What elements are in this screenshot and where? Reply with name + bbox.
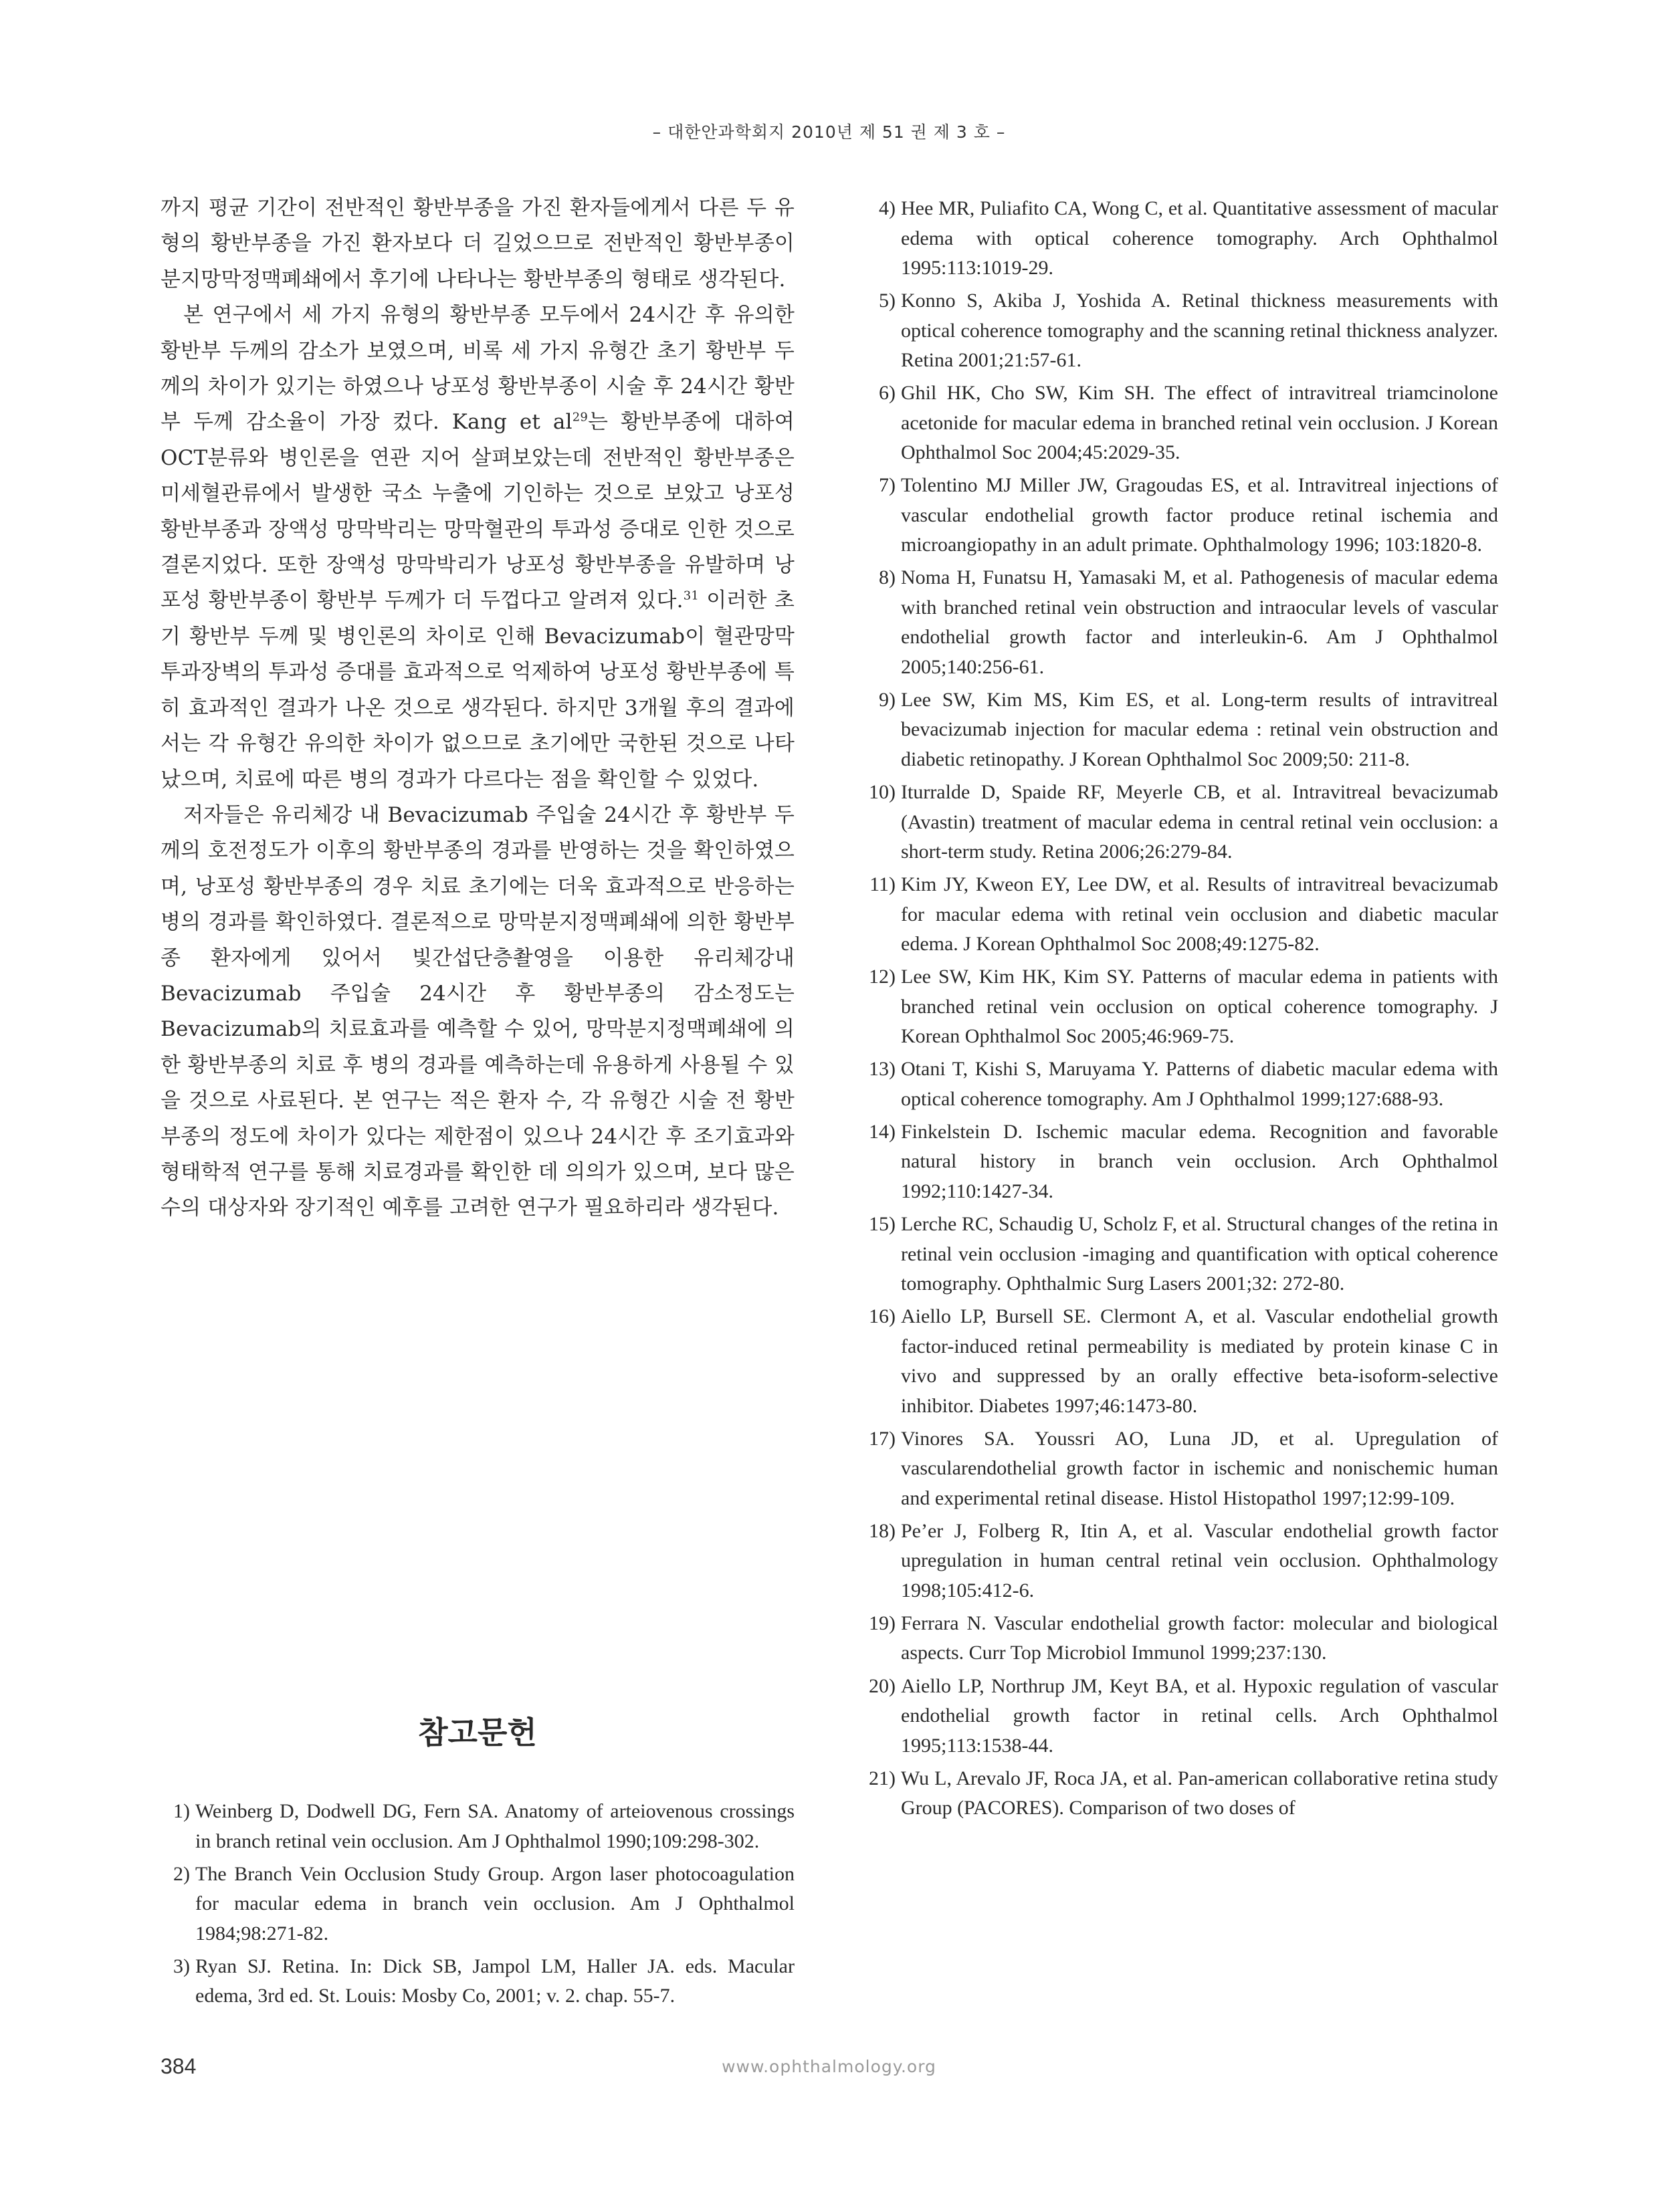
reference-text: Aiello LP, Northrup JM, Keyt BA, et al. Hypoxic regulation of vascular endothelial growth factor in retinal cells. Arch Ophthalmol 1995;113:1538-44. bbox=[901, 1674, 1498, 1757]
reference-item bbox=[866, 1055, 1498, 1114]
reference-text: Finkelstein D. Ischemic macular edema. Recognition and favorable natural history in branch vein occlusion. Arch Ophthalmol 1992;110:1427-34. bbox=[901, 1120, 1498, 1202]
reference-item bbox=[866, 685, 1498, 775]
reference-number: 4) bbox=[879, 197, 896, 219]
references-heading: 참고문헌 bbox=[418, 1715, 537, 1751]
reference-number: 20) bbox=[869, 1674, 896, 1697]
reference-text: Otani T, Kishi S, Maruyama Y. Patterns of diabetic macular edema with optical coherence tomography. Am J Ophthalmol 1999;127:688-93. bbox=[901, 1058, 1498, 1110]
reference-text: Weinberg D, Dodwell DG, Fern SA. Anatomy of arteiovenous crossings in branch retinal vein occlusion. Am J Ophthalmol 1990;109:298-302. bbox=[195, 1800, 795, 1852]
reference-text: Tolentino MJ Miller JW, Gragoudas ES, et al. Intravitreal injections of vascular endothelial growth factor produce retinal ischemia and microangiopathy in an adult primate. Ophthalmology 1996; 103:1820-8. bbox=[901, 474, 1498, 556]
reference-item bbox=[161, 1860, 795, 1949]
body-paragraph bbox=[161, 298, 795, 798]
reference-number: 21) bbox=[869, 1767, 896, 1789]
reference-item bbox=[866, 563, 1498, 682]
reference-item bbox=[866, 1117, 1498, 1207]
reference-list-right bbox=[866, 194, 1498, 1826]
citation-superscript: 31 bbox=[683, 589, 700, 604]
reference-item bbox=[866, 194, 1498, 284]
reference-item bbox=[866, 1672, 1498, 1761]
reference-text: Lerche RC, Schaudig U, Scholz F, et al. Structural changes of the retina in retinal vein occlusion -imaging and quantification with optical coherence tomography. Ophthalmic Surg Lasers 2001;32: 272-80. bbox=[901, 1213, 1498, 1295]
reference-text: Hee MR, Puliafito CA, Wong C, et al. Quantitative assessment of macular edema with optical coherence tomography. Arch Ophthalmol 1995:113:1019-29. bbox=[901, 197, 1498, 279]
citation-superscript: 29 bbox=[572, 411, 589, 425]
reference-item bbox=[866, 1210, 1498, 1299]
reference-item bbox=[866, 1302, 1498, 1421]
reference-item bbox=[866, 471, 1498, 560]
reference-number: 3) bbox=[173, 1955, 190, 1977]
reference-item bbox=[866, 1764, 1498, 1823]
reference-item bbox=[866, 286, 1498, 376]
page-number: 384 bbox=[161, 2054, 197, 2078]
reference-number: 15) bbox=[869, 1213, 896, 1236]
reference-number: 6) bbox=[879, 382, 896, 405]
reference-text: Wu L, Arevalo JF, Roca JA, et al. Pan-american collaborative retina study Group (PACORES). Comparison of two doses of bbox=[901, 1767, 1498, 1819]
reference-text: Pe’er J, Folberg R, Itin A, et al. Vascular endothelial growth factor upregulation in human central retinal vein occlusion. Ophthalmology 1998;105:412-6. bbox=[901, 1519, 1498, 1601]
reference-item bbox=[866, 962, 1498, 1052]
reference-item bbox=[866, 778, 1498, 867]
reference-list-left bbox=[161, 1797, 795, 2014]
reference-number: 12) bbox=[869, 966, 896, 988]
reference-text: The Branch Vein Occlusion Study Group. Argon laser photocoagulation for macular edema in branch vein occlusion. Am J Ophthalmol 1984;98:271-82. bbox=[195, 1862, 795, 1945]
paragraph-text: 는 황반부종에 대하여 OCT분류와 병인론을 연관 지어 살펴보았는데 전반적인 황반부종은 미세혈관류에서 발생한 국소 누출에 기인하는 것으로 보았고 낭포성 황반부종과 장액성 망막박리는 망막혈관의 투과성 증대로 인한 것으로 결론지었다. 또한 장액성 망막박리가 낭포성 황반부종을 유발하며 낭포성 황반부종이 황반부 두께가 더 두껍다고 알려져 있다. bbox=[161, 410, 795, 613]
paragraph-text: 이러한 초기 황반부 두께 및 병인론의 차이로 인해 Bevacizumab이 혈관망막투과장벽의 투과성 증대를 효과적으로 억제하여 낭포성 황반부종에 특히 효과적인 결과가 나온 것으로 생각된다. 하지만 3개월 후의 결과에서는 각 유형간 유의한 차이가 없으므로 초기에만 국한된 것으로 나타났으며, 치료에 따른 병의 경과가 다르다는 점을 확인할 수 있었다. bbox=[161, 588, 795, 792]
reference-item bbox=[161, 1952, 795, 2011]
reference-text: Ryan SJ. Retina. In: Dick SB, Jampol LM, Haller JA. eds. Macular edema, 3rd ed. St. Louis: Mosby Co, 2001; v. 2. chap. 55-7. bbox=[195, 1955, 795, 2007]
body-text-column bbox=[161, 191, 795, 1226]
reference-number: 14) bbox=[869, 1120, 896, 1143]
reference-text: Ghil HK, Cho SW, Kim SH. The effect of intravitreal triamcinolone acetonide for macular edema in branched retinal vein occlusion. J Korean Ophthalmol Soc 2004;45:2029-35. bbox=[901, 382, 1498, 464]
reference-number: 19) bbox=[869, 1612, 896, 1634]
reference-number: 5) bbox=[879, 290, 896, 312]
reference-number: 2) bbox=[173, 1862, 190, 1885]
body-paragraph: 저자들은 유리체강 내 Bevacizumab 주입술 24시간 후 황반부 두께의 호전정도가 이후의 황반부종의 경과를 반영하는 것을 확인하였으며, 낭포성 황반부종의 경우 치료 초기에는 더욱 효과적으로 반응하는 병의 경과를 확인하였다. 결론적으로 망막분지정맥폐쇄에 의한 황반부종 환자에게 있어서 빛간섭단층촬영을 이용한 유리체강내 Bevacizumab 주입술 24시간 후 황반부종의 감소정도는 Bevacizumab의 치료효과를 예측할 수 있어, 망막분지정맥폐쇄에 의한 황반부종의 치료 후 병의 경과를 예측하는데 유용하게 사용될 수 있을 것으로 사료된다. 본 연구는 적은 환자 수, 각 유형간 시술 전 황반부종의 정도에 차이가 있다는 제한점이 있으나 24시간 후 조기효과와 형태학적 연구를 통해 치료경과를 확인한 데 의의가 있으며, 보다 많은 수의 대상자와 장기적인 예후를 고려한 연구가 필요하리라 생각된다. bbox=[161, 802, 795, 1220]
reference-text: Noma H, Funatsu H, Yamasaki M, et al. Pathogenesis of macular edema with branched retinal vein obstruction and intraocular levels of vascular endothelial growth factor and interleukin-6. Am J Ophthalmol 2005;140:256-61. bbox=[901, 566, 1498, 678]
reference-number: 9) bbox=[879, 688, 896, 711]
reference-item bbox=[866, 1609, 1498, 1668]
reference-number: 17) bbox=[869, 1427, 896, 1450]
reference-text: Aiello LP, Bursell SE. Clermont A, et al. Vascular endothelial growth factor-induced retinal permeability is mediated by protein kinase C in vivo and suppressed by an orally effective beta-isoform-selective inhibitor. Diabetes 1997;46:1473-80. bbox=[901, 1305, 1498, 1417]
reference-text: Konno S, Akiba J, Yoshida A. Retinal thickness measurements with optical coherence tomography and the scanning retinal thickness analyzer. Retina 2001;21:57-61. bbox=[901, 290, 1498, 372]
reference-number: 16) bbox=[869, 1305, 896, 1328]
reference-text: Iturralde D, Spaide RF, Meyerle CB, et al. Intravitreal bevacizumab (Avastin) treatment of macular edema in central retinal vein occlusion: a short-term study. Retina 2006;26:279-84. bbox=[901, 781, 1498, 863]
running-header: – 대한안과학회지 2010년 제 51 권 제 3 호 – bbox=[652, 122, 1006, 142]
paragraph-text: 본 연구에서 세 가지 유형의 황반부종 모두에서 24시간 후 유의한 황반부 두께의 감소가 보였으며, 비록 세 가지 유형간 초기 황반부 두께의 차이가 있기는 하였으나 낭포성 황반부종이 시술 후 24시간 황반부 두께 감소율이 가장 컸다. Kang et al bbox=[161, 303, 795, 435]
footer-url[interactable]: www.ophthalmology.org bbox=[722, 2057, 936, 2076]
reference-number: 11) bbox=[869, 873, 896, 896]
reference-text: Kim JY, Kweon EY, Lee DW, et al. Results of intravitreal bevacizumab for macular edema with retinal vein occlusion and diabetic macular edema. J Korean Ophthalmol Soc 2008;49:1275-82. bbox=[901, 873, 1498, 956]
reference-number: 8) bbox=[879, 566, 896, 589]
reference-item bbox=[866, 1424, 1498, 1514]
body-paragraph: 까지 평균 기간이 전반적인 황반부종을 가진 환자들에게서 다른 두 유형의 황반부종을 가진 환자보다 더 길었으므로 전반적인 황반부종이 분지망막정맥폐쇄에서 후기에 나타나는 황반부종의 형태로 생각된다. bbox=[161, 196, 795, 292]
reference-text: Ferrara N. Vascular endothelial growth factor: molecular and biological aspects. Curr Top Microbiol Immunol 1999;237:130. bbox=[901, 1612, 1498, 1664]
reference-text: Lee SW, Kim HK, Kim SY. Patterns of macular edema in patients with branched retinal vein occlusion on optical coherence tomography. J Korean Ophthalmol Soc 2005;46:969-75. bbox=[901, 966, 1498, 1048]
reference-number: 13) bbox=[869, 1058, 896, 1081]
reference-number: 10) bbox=[869, 781, 896, 804]
reference-text: Lee SW, Kim MS, Kim ES, et al. Long-term results of intravitreal bevacizumab injection for macular edema : retinal vein obstruction and diabetic retinopathy. J Korean Ophthalmol Soc 2009;50: 211-8. bbox=[901, 688, 1498, 770]
reference-item bbox=[866, 378, 1498, 468]
reference-item bbox=[866, 1517, 1498, 1606]
reference-item bbox=[161, 1797, 795, 1856]
reference-text: Vinores SA. Youssri AO, Luna JD, et al. Upregulation of vascularendothelial growth factor in ischemic and nonischemic human and experimental retinal disease. Histol Histopathol 1997;12:99-109. bbox=[901, 1427, 1498, 1509]
reference-number: 18) bbox=[869, 1519, 896, 1542]
reference-number: 7) bbox=[879, 474, 896, 497]
reference-number: 1) bbox=[173, 1800, 190, 1822]
reference-item bbox=[866, 870, 1498, 960]
